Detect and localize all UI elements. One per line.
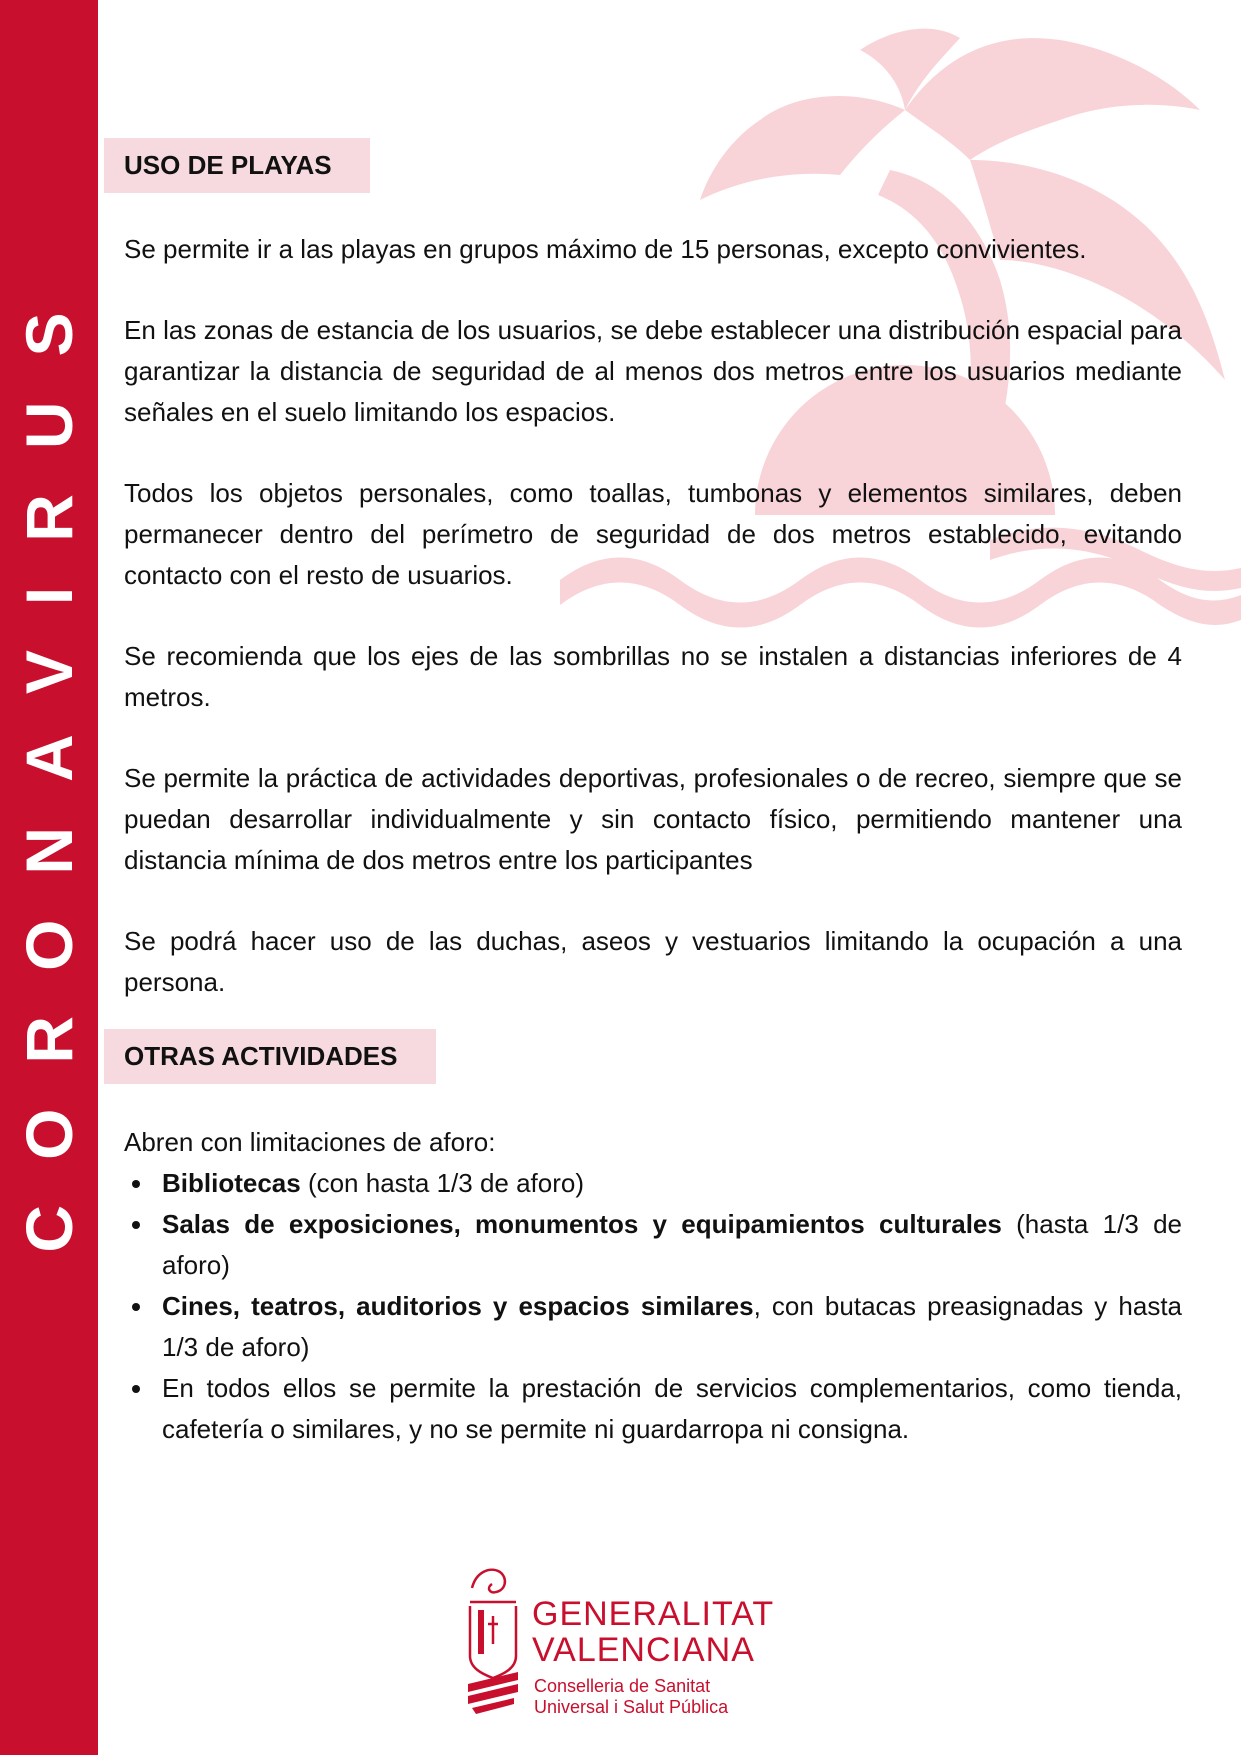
coat-of-arms-icon: [462, 1560, 524, 1720]
main-content: [124, 138, 1182, 1450]
bullet-icon: [132, 1180, 140, 1188]
side-band-title: CORONAVIRUS: [12, 267, 86, 1253]
paragraph-groups: Se permite ir a las playas en grupos máximo de 15 personas, excepto convivientes.: [124, 234, 1087, 264]
paragraph-umbrellas: Se recomienda que los ejes de las sombrillas no se instalen a distancias inferiores de 4 metros.: [124, 641, 1182, 712]
paragraph-personal-objects: Todos los objetos personales, como toallas, tumbonas y elementos similares, deben permanecer dentro del perímetro de seguridad de dos metros establecido, evitando contacto con el resto de usuarios.: [124, 478, 1182, 590]
paragraph-sports: Se permite la práctica de actividades deportivas, profesionales o de recreo, siempre que se puedan desarrollar individualmente y sin contacto físico, permitiendo mantener una distancia mínima de dos metros entre los participantes: [124, 763, 1182, 875]
bullet-icon: [132, 1385, 140, 1393]
paragraph-distribution: En las zonas de estancia de los usuarios, se debe establecer una distribución espacial para garantizar la distancia de seguridad de al menos dos metros entre los usuarios mediante señales en el suelo limitando los espacios.: [124, 315, 1182, 427]
paragraph-showers: Se podrá hacer uso de las duchas, aseos y vestuarios limitando la ocupación a una persona.: [124, 926, 1182, 997]
bullet-icon: [132, 1303, 140, 1311]
list-item: Salas de exposiciones, monumentos y equipamientos culturales (hasta 1/3 de aforo): [124, 1204, 1182, 1286]
logo-subtitle: Conselleria de Sanitat Universal i Salut Pública: [534, 1676, 729, 1717]
logo-name: GENERALITAT VALENCIANA: [532, 1595, 775, 1669]
list-item: Cines, teatros, auditorios y espacios similares, con butacas preasignadas y hasta 1/3 de aforo): [124, 1286, 1182, 1368]
capacity-list: [124, 1163, 1182, 1450]
bullet-icon: [132, 1221, 140, 1229]
list-item: En todos ellos se permite la prestación de servicios complementarios, como tienda, cafetería o similares, y no se permite ni guardarropa ni consigna.: [124, 1368, 1182, 1450]
section-heading-other-activities: OTRAS ACTIVIDADES: [104, 1029, 436, 1084]
generalitat-logo: [462, 1560, 792, 1720]
list-item: Bibliotecas (con hasta 1/3 de aforo): [124, 1163, 1182, 1204]
capacity-intro: Abren con limitaciones de aforo:: [124, 1127, 496, 1157]
section-heading-beaches: USO DE PLAYAS: [104, 138, 370, 193]
side-band: [0, 0, 98, 1755]
